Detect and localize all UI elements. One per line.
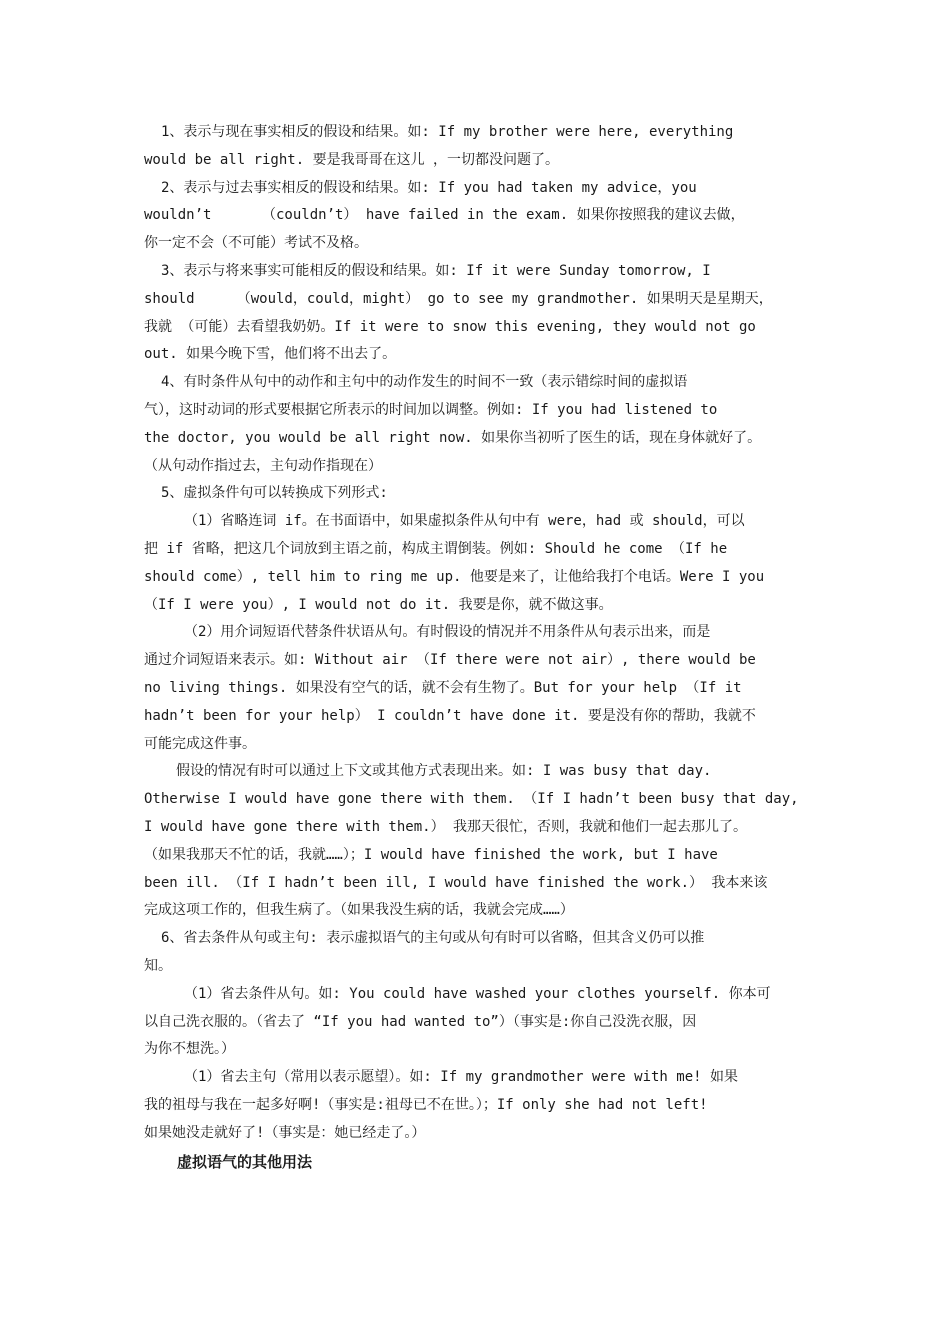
para-6-line-2: 知。 <box>144 957 172 974</box>
para-context-line-3: I would have gone there with them.） 我那天很忙，否则，我就和他们一起去那儿了。 <box>144 818 748 835</box>
sub-5-1-line-4: （If I were you）, I would not do it. 我要是你，就不做这事。 <box>144 596 613 613</box>
para-4-line-3: the doctor, you would be all right now. 如果你当初听了医生的话，现在身体就好了。 <box>144 429 762 446</box>
para-context-line-5: been ill. （If I hadn’t been ill, I would have finished the work.） 我本来该 <box>144 874 768 891</box>
sub-6-2-line-1: （1）省去主句（常用以表示愿望）。如: If my grandmother were with me! 如果 <box>184 1069 739 1086</box>
sub-5-2-line-5: 可能完成这件事。 <box>144 735 256 752</box>
para-3-line-1: 3、表示与将来事实可能相反的假设和结果。如: If it were Sunday tomorrow, I <box>161 262 711 279</box>
sub-6-1-line-2: 以自己洗衣服的。（省去了 “If you had wanted to”）（事实是:你自己没洗衣服，因 <box>144 1013 697 1030</box>
sub-5-2-line-4: hadn’t been for your help） I couldn’t have done it. 要是没有你的帮助，我就不 <box>144 707 756 724</box>
document-body <box>144 119 808 1177</box>
para-context-line-1: 假设的情况有时可以通过上下文或其他方式表现出来。如: I was busy that day. <box>176 763 712 780</box>
para-context-line-2: Otherwise I would have gone there with them. （If I hadn’t been busy that day, <box>144 791 799 808</box>
sub-5-1-line-3: should come）, tell him to ring me up. 他要是来了，让他给我打个电话。Were I you <box>144 568 765 585</box>
sub-6-2-line-3: 如果她没走就好了!（事实是：她已经走了。） <box>144 1124 426 1141</box>
para-context-line-4: （如果我那天不忙的话，我就……）；I would have finished the work, but I have <box>144 846 718 863</box>
para-3-line-4: out. 如果今晚下雪，他们将不出去了。 <box>144 346 397 363</box>
para-1-line-2: would be all right. 要是我哥哥在这儿 ，一切都没问题了。 <box>144 151 560 168</box>
sub-5-2-line-3: no living things. 如果没有空气的话，就不会有生物了。But for your help （If it <box>144 679 742 696</box>
para-1-line-1: 1、表示与现在事实相反的假设和结果。如: If my brother were here, everything <box>161 124 734 140</box>
para-3-line-3: 我就 （可能）去看望我奶奶。If it were to snow this evening, they would not go <box>144 318 756 335</box>
para-2-line-2: wouldn’t （couldn’t） have failed in the exam. 如果你按照我的建议去做， <box>144 207 745 224</box>
para-6-line-1: 6、省去条件从句或主句: 表示虚拟语气的主句或从句有时可以省略，但其含义仍可以推 <box>161 930 705 947</box>
para-context-line-6: 完成这项工作的，但我生病了。（如果我没生病的话，我就会完成……） <box>144 902 574 919</box>
sub-6-2-line-2: 我的祖母与我在一起多好啊!（事实是:祖母已不在世。）；If only she had not left! <box>144 1096 708 1113</box>
para-3-line-2: should （would，could，might） go to see my grandmother. 如果明天是星期天， <box>144 290 773 307</box>
para-4-line-4: （从句动作指过去，主句动作指现在） <box>144 457 382 474</box>
para-2-line-1: 2、表示与过去事实相反的假设和结果。如: If you had taken my advice，you <box>161 179 697 196</box>
sub-5-1-line-1: （1）省略连词 if。在书面语中，如果虚拟条件从句中有 were，had 或 should，可以 <box>184 513 745 530</box>
sub-5-1-line-2: 把 if 省略，把这几个词放到主语之前，构成主谓倒装。例如: Should he come （If he <box>144 540 728 557</box>
sub-6-1-line-3: 为你不想洗。） <box>144 1041 235 1058</box>
para-5-line-1: 5、虚拟条件句可以转换成下列形式: <box>161 485 388 502</box>
para-4-line-1: 4、有时条件从句中的动作和主句中的动作发生的时间不一致（表示错综时间的虚拟语 <box>161 374 688 391</box>
sub-6-1-line-1: （1）省去条件从句。如: You could have washed your clothes yourself. 你本可 <box>184 985 771 1002</box>
sub-5-2-line-1: （2）用介词短语代替条件状语从句。有时假设的情况并不用条件从句表示出来，而是 <box>184 624 711 641</box>
para-2-line-3: 你一定不会（不可能）考试不及格。 <box>144 235 368 252</box>
section-heading: 虚拟语气的其他用法 <box>177 1153 313 1172</box>
sub-5-2-line-2: 通过介词短语来表示。如: Without air （If there were not air）, there would be <box>144 652 756 669</box>
para-4-line-2: 气），这时动词的形式要根据它所表示的时间加以调整。例如: If you had listened to <box>144 401 718 418</box>
